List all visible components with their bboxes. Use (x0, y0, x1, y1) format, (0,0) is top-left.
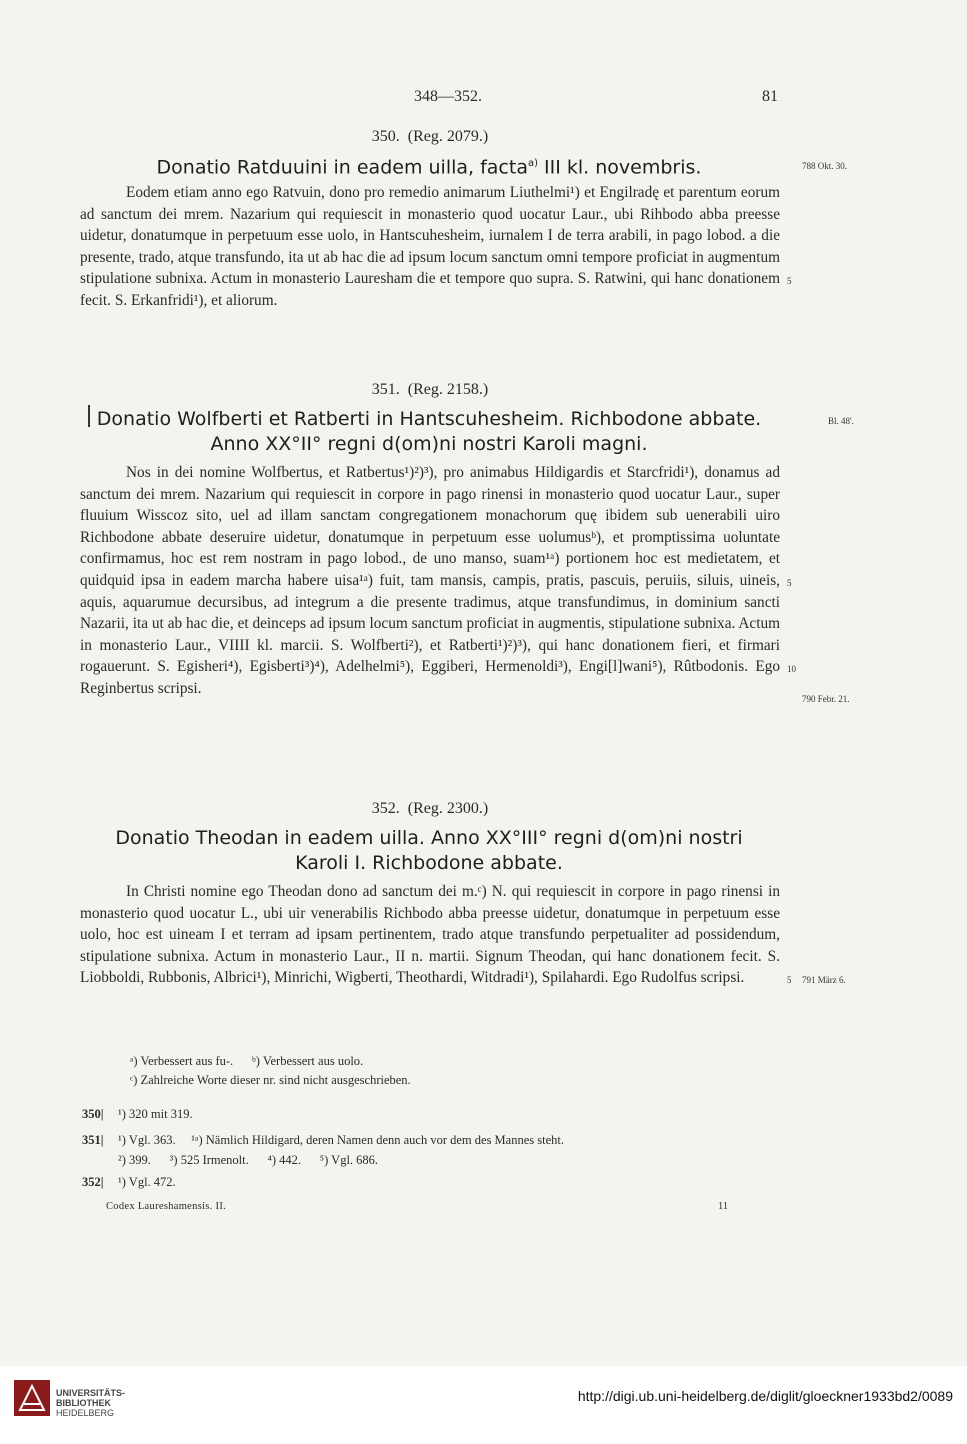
library-name (56, 1388, 125, 1418)
section-351-body (80, 462, 780, 700)
fn-text-352: ¹) Vgl. 472. (118, 1175, 176, 1189)
date-note-352: 791 März 6. (802, 975, 846, 985)
library-line1: UNIVERSITÄTS- (56, 1388, 126, 1398)
library-line2: BIBLIOTHEK (56, 1398, 111, 1408)
section-number: 352. (371, 800, 400, 817)
line-mark: 5 (787, 276, 792, 286)
section-352-title-line2: Karoli I. Richbodone abbate. (295, 852, 563, 874)
signature-left: Codex Laureshamensis. II. (106, 1201, 227, 1212)
sheet-note-351: Bl. 48'. (828, 416, 854, 426)
date-note-350: 788 Okt. 30. (802, 161, 847, 171)
section-351-title-line1: Donatio Wolfberti et Ratberti in Hantscuhesheim. Richbodone abbate. (96, 408, 762, 430)
body-text: Nos in dei nomine Wolfbertus, et Ratbertus¹)²)³), pro animabus Hildigardis et Starcfridi¹), donamus ad sanctum dei mrem. Nazarium qui requiescit in corpore in pago rinensi in monasterio quod uocatur Laur., super fluuium Wisscoz sito, uel ad illam sanctam congregationem monachorum quę ibidem sub uenerabili uiro Richbodone abbate deseruire uidetur, donatumque in perpetuum esse uolumusᵇ), et promptissima uoluntate confirmamus, hoc est rem nostram in pago lobod., de uno manso, suam¹ᵃ) portionem hoc est medietatem, et quidquid ipsa in eadem marcha habere uisa¹ᵃ) fuit, tam mansis, campis, pratis, pascuis, peruiis, siluis, uineis, aquis, aquarumue decursibus, ad integrum a die presente tradimus, atque transfundimus, in dominium sancti Nazarii, ita ut ab hac die, et deinceps ad ipsum locum sanctum proficiat in augmentis, stipulatione subnixa. Actum in monasterio Laur., VIIII kl. marcii. S. Wolfberti²), et Ratberti¹)²)³), qui hanc donationem fieri, et firmari rogauerunt. S. Egisheri⁴), Egisberti³)⁴), Adelhelmi⁵), Eggiberi, Hermenoldi³), Engi[l]wani⁵), Rûtbodonis. Ego Reginbertus scripsi. (80, 464, 780, 697)
section-351-title-line2: Anno XX°II° regni d(om)ni nostri Karoli magni. (210, 433, 648, 455)
footnote-letters-1: ᵃ) Verbessert aus fu-. ᵇ) Verbessert aus uolo. (130, 1054, 364, 1068)
fn-text-351: ¹) Vgl. 363. ¹ᵃ) Nämlich Hildigard, deren Namen denn auch vor dem des Mannes steht. (118, 1133, 564, 1147)
body-text: Eodem etiam anno ego Ratvuin, dono pro remedio animarum Liuthelmi¹) et Engilradę et parentum eorum ad sanctum dei mrem. Nazarium qui requiescit in monasterio quod uocatur Laur., ubi Rihbodo abba preesse uidetur, donatumque in perpetuum esse uolo, in Hantscuhesheim, iurnalem I de terra arabili, in pago lobod. a die presente, trado, atque transfundo, ita ut ab hac die ad ipsum locum sanctum omni tempore proficiat in augmentum stipulatione subnixa. Actum in monasterio Lauresham die et tempore quo supra. S. Ratwini, qui hanc donationem fecit. S. Erkanfridi¹), et aliorum. (80, 184, 780, 309)
source-url-link[interactable]: http://digi.ub.uni-heidelberg.de/diglit/gloeckner1933bd2/0089 (577, 1388, 953, 1404)
fn-label-350: 350| (82, 1107, 104, 1121)
title-text: Donatio Ratduuini in eadem uilla, facta (156, 156, 528, 179)
fn-text-351b: ²) 399. ³) 525 Irmenolt. ⁴) 442. ⁵) Vgl. 686. (118, 1153, 379, 1167)
footnote-letters-2: ᶜ) Zahlreiche Worte dieser nr. sind nicht ausgeschrieben. (130, 1073, 411, 1087)
fn-label-351: 351| (82, 1133, 104, 1147)
body-text: In Christi nomine ego Theodan dono ad sanctum dei m.ᶜ) N. qui requiescit in corpore in pago rinensi in monasterio quod uocatur L., ubi uir venerabilis Richbodo abba preesse uidetur, donatumque in perpetuum esse uolo, hoc est uineam I et terram ad ipsam pertinentem, trado atque transfundo perpetualiter ad possidendum, stipulatione subnixa. Actum in monasterio Laur., II n. martii. Signum Theodan, qui hanc donationem fecit. S. Liobboldi, Rubbonis, Albrici¹), Minrichi, Wigberti, Theothardi, Witdradi¹), Spilahardi. Ego Rudolfus scripsi. (80, 883, 780, 987)
section-number: 350. (371, 128, 400, 145)
fn-text-350: ¹) 320 mit 319. (118, 1107, 193, 1121)
date-note-351: 790 Febr. 21. (802, 694, 850, 704)
line-mark: 5 (787, 975, 792, 985)
line-mark: 10 (787, 664, 796, 674)
title-footnote-mark: a) (527, 158, 539, 169)
section-350-title (80, 152, 778, 179)
reg-reference: (Reg. 2079.) (407, 128, 489, 145)
title-text-end: III kl. novembris. (538, 156, 702, 179)
fn-label-352: 352| (82, 1175, 104, 1189)
library-line3: HEIDELBERG (56, 1408, 115, 1418)
line-mark: 5 (787, 578, 792, 588)
page-range: 348—352. (414, 88, 482, 105)
library-logo-icon (14, 1380, 50, 1416)
page-number: 81 (762, 88, 778, 105)
section-350-heading (0, 128, 860, 146)
footer-bar (0, 1366, 967, 1444)
section-number: 351. (371, 381, 400, 398)
section-352-body (80, 881, 780, 989)
reg-reference: (Reg. 2300.) (407, 800, 489, 817)
section-351-heading (0, 381, 860, 399)
section-350-body (80, 182, 780, 312)
signature-right: 11 (718, 1201, 729, 1212)
section-352-heading (0, 800, 860, 818)
section-352-title-line1: Donatio Theodan in eadem uilla. Anno XX°III° regni d(om)ni nostri (115, 827, 743, 849)
reg-reference: (Reg. 2158.) (407, 381, 489, 398)
